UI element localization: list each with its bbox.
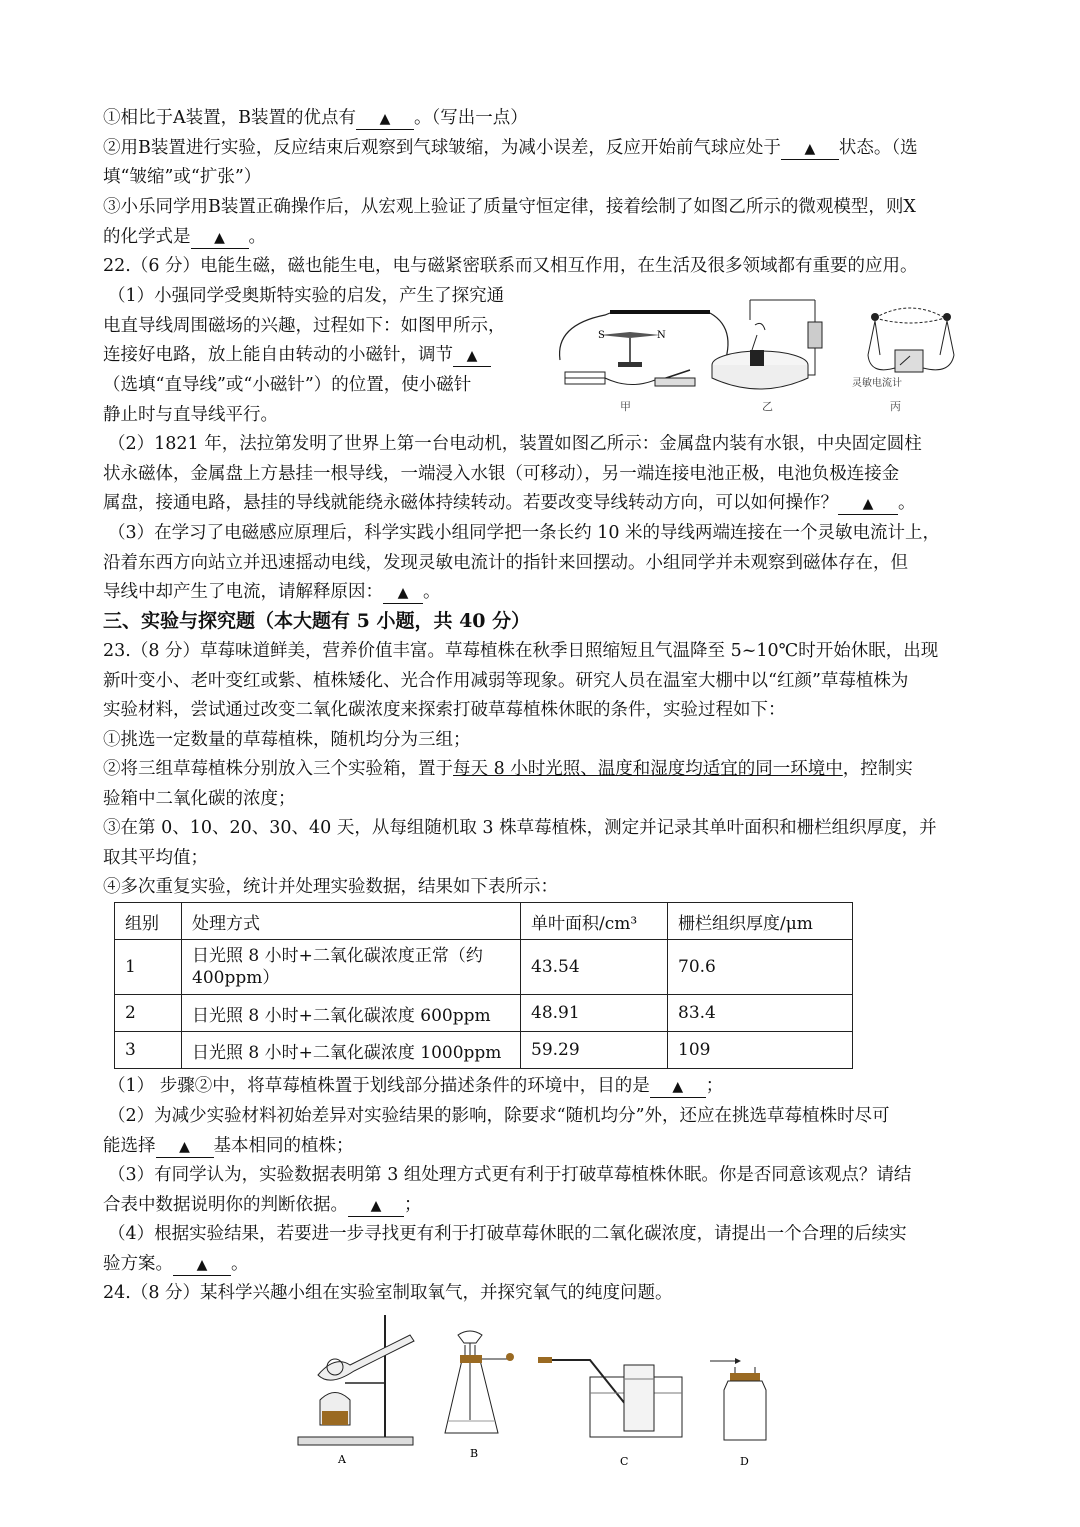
table-row: 1 日光照 8 小时+二氧化碳浓度正常（约 400ppm） 43.54 70.6 [115,940,853,995]
q23-step2-cont: 验箱中二氧化碳的浓度； [103,789,296,809]
underlined-condition: 每天 8 小时光照、温度和湿度均适宜的同一环境中 [453,759,843,779]
q21-item-2-cont: 填“皱缩”或“扩张”） [103,167,262,187]
q22-part2-line2: 状永磁体，金属盘上方悬挂一根导线，一端浸入水银（可移动），另一端连接电池正极，电池负极连接金 [103,464,900,484]
q23-step3-cont: 取其平均值； [103,848,208,868]
figure-yi [712,300,822,413]
q24-stem: 24.（8 分）某科学兴趣小组在实验室制取氧气，并探究氧气的纯度问题。 [103,1283,673,1303]
apparatus-a-label: A [338,1453,346,1466]
q23-stem-line3: 实验材料，尝试通过改变二氧化碳浓度来探索打破草莓植株休眠的条件，实验过程如下： [103,700,786,720]
q23-step4: ④多次重复实验，统计并处理实验数据，结果如下表所示： [103,877,558,897]
apparatus-d [710,1358,766,1468]
header-thickness: 栅栏组织厚度/μm [668,903,853,940]
q21-item-3-cont: 的化学式是 ▲ 。 [103,227,266,247]
q22-part1-line5: 静止时与直导线平行。 [103,405,278,425]
q22-part2-line1: （2）1821 年，法拉第发明了世界上第一台电动机，装置如图乙所示：金属盘内装有水银，中央固定圆柱 [108,434,922,454]
q22-part1-line3: 连接好电路，放上能自由转动的小磁针，调节 ▲ [103,344,491,367]
q22-part3-line3: 导线中却产生了电流，请解释原因： ▲ 。 [103,582,441,602]
q23-stem-line1: 23.（8 分）草莓味道鲜美，营养价值丰富。草莓植株在秋季日照缩短且气温降至 5~10℃时开始休眠，出现 [103,641,939,661]
figure-bing-label: 丙 [890,400,901,413]
header-area: 单叶面积/cm³ [521,903,668,940]
section-3-heading: 三、实验与探究题（本大题有 5 小题，共 40 分） [103,610,531,632]
apparatus-b [445,1331,514,1460]
q23-part3-line1: （3）有同学认为，实验数据表明第 3 组处理方式更有利于打破草莓植株休眠。你是否同意该观点？请结 [108,1165,912,1185]
header-method: 处理方式 [182,903,521,940]
figure-yi-label: 乙 [762,400,773,413]
q22-part1-line4: （选填“直导线”或“小磁针”）的位置，使小磁针 [103,375,472,395]
figure-bing [852,308,954,413]
apparatus-a [298,1315,414,1466]
q23-stem-line2: 新叶变小、老叶变红或紫、植株矮化、光合作用减弱等现象。研究人员在温室大棚中以“红颜”草莓植株为 [103,671,909,691]
q22-part1-line2: 电直导线周围磁场的兴趣，过程如下：如图甲所示， [103,316,506,336]
q24-apparatus-figures [290,1305,790,1480]
q23-part2-line1: （2）为减少实验材料初始差异对实验结果的影响，除要求“随机均分”外，还应在挑选草莓植株时尽可 [108,1106,890,1126]
q23-step2: ②将三组草莓植株分别放入三个实验箱，置于每天 8 小时光照、温度和湿度均适宜的同一环境中，控制实 [103,759,913,779]
q21-item-2: ②用B装置进行实验，反应结束后观察到气球皱缩，为减小误差，反应开始前气球应处于 ▲ 状态。（选 [103,138,918,158]
q23-step3: ③在第 0、10、20、30、40 天，从每组随机取 3 株草莓植株，测定并记录其单叶面积和栅栏组织厚度，并 [103,818,937,838]
q22-figures [550,280,980,420]
header-group: 组别 [115,903,182,940]
results-table [114,902,853,1069]
q22-part3-line2: 沿着东西方向站立并迅速摇动电线，发现灵敏电流计的指针来回摆动。小组同学并未观察到磁体存在，但 [103,553,908,573]
table-row: 2 日光照 8 小时+二氧化碳浓度 600ppm 48.91 83.4 [115,995,853,1032]
figure-jia-label: 甲 [620,400,631,413]
table-row: 3 日光照 8 小时+二氧化碳浓度 1000ppm 59.29 109 [115,1032,853,1069]
q23-part4-line1: （4）根据实验结果，若要进一步寻找更有利于打破草莓休眠的二氧化碳浓度，请提出一个合理的后续实 [108,1224,907,1244]
table-header-row [115,903,853,940]
q22-stem: 22.（6 分）电能生磁，磁也能生电，电与磁紧密联系而又相互作用，在生活及很多领域都有重要的应用。 [103,256,918,276]
q21-item-1: ①相比于A装置，B装置的优点有 ▲ 。（写出一点） [103,108,528,128]
q22-part2-line3: 属盘，接通电路，悬挂的导线就能绕永磁体持续转动。若要改变导线转动方向，可以如何操作？ ▲ 。 [103,493,916,513]
apparatus-d-label: D [740,1455,749,1468]
magnet-n-label: N [657,330,666,341]
q23-part3-line2: 合表中数据说明你的判断依据。 ▲ ； [103,1195,422,1215]
apparatus-c [538,1357,682,1468]
q23-part2-line2: 能选择 ▲ 基本相同的植株； [103,1136,354,1156]
q23-part1: （1） 步骤②中，将草莓植株置于划线部分描述条件的环境中，目的是 ▲ ； [108,1076,724,1096]
q22-part3-line1: （3）在学习了电磁感应原理后，科学实践小组同学把一条长约 10 米的导线两端连接在一个灵敏电流计上， [108,523,941,543]
q23-step1: ①挑选一定数量的草莓植株，随机均分为三组； [103,730,471,750]
apparatus-c-label: C [620,1455,629,1468]
figure-jia [560,310,728,413]
q21-item-3: ③小乐同学用B装置正确操作后，从宏观上验证了质量守恒定律，接着绘制了如图乙所示的微观模型，则X [103,197,916,217]
magnet-s-label: S [598,330,605,341]
galvanometer-label: 灵敏电流计 [852,378,902,389]
apparatus-b-label: B [470,1447,479,1460]
q23-part4-line2: 验方案。 ▲ 。 [103,1254,249,1274]
q22-part1-line1: （1）小强同学受奥斯特实验的启发，产生了探究通 [108,286,505,306]
